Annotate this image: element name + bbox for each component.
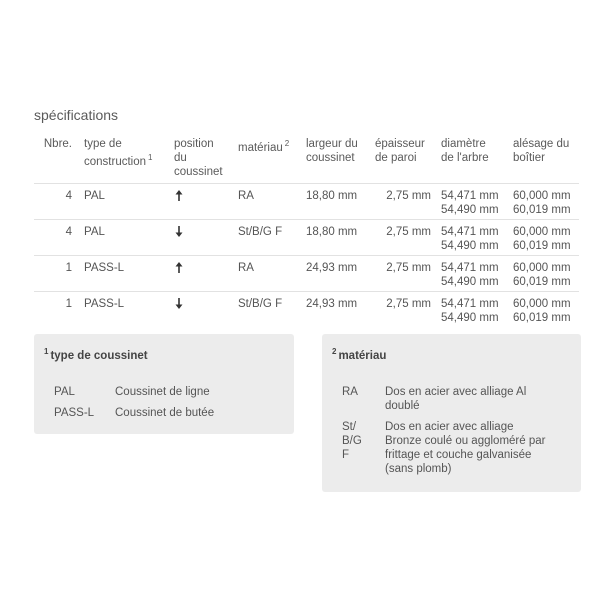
cell-diametre: 54,471 mm 54,490 mm (441, 256, 513, 292)
legend-value: Coussinet de ligne (115, 386, 210, 398)
legend-value: Dos en acier avec alliage Al doublé (385, 386, 527, 412)
legend-key: PASS-L (54, 407, 95, 419)
cell-type: PASS-L (84, 292, 174, 328)
legend-value: Dos en acier avec alliage Bronze coulé ou aggloméré par frittage et couche galvanisée (sans plomb) (385, 421, 546, 475)
legend-materiau (322, 334, 581, 492)
cell-largeur: 24,93 mm (306, 292, 375, 328)
legend-value: Coussinet de butée (115, 407, 215, 419)
cell-diametre: 54,471 mm 54,490 mm (441, 292, 513, 328)
cell-epaisseur: 2,75 mm (375, 184, 441, 220)
table-row (34, 292, 579, 328)
cell-materiau: St/B/G F (238, 292, 306, 328)
cell-alesage: 60,000 mm 60,019 mm (513, 184, 579, 220)
cell-alesage: 60,000 mm 60,019 mm (513, 256, 579, 292)
cell-epaisseur: 2,75 mm (375, 256, 441, 292)
header-alesage: alésage du boîtier (513, 138, 570, 164)
cell-largeur: 18,80 mm (306, 184, 375, 220)
cell-materiau: St/B/G F (238, 220, 306, 256)
legend-type-de-coussinet (34, 334, 294, 434)
section-title: spécifications (34, 107, 119, 123)
cell-nbre: 1 (34, 292, 84, 328)
cell-diametre: 54,471 mm 54,490 mm (441, 184, 513, 220)
table-row (34, 256, 579, 292)
cell-materiau: RA (238, 184, 306, 220)
cell-position (174, 220, 238, 256)
legend-key: PAL (54, 386, 75, 398)
cell-position (174, 184, 238, 220)
legend-key: RA (342, 386, 358, 398)
header-type: type de construction $^1$ (84, 138, 153, 168)
cell-largeur: 24,93 mm (306, 256, 375, 292)
cell-alesage: 60,000 mm 60,019 mm (513, 292, 579, 328)
cell-nbre: 4 (34, 220, 84, 256)
table-header-row (34, 135, 579, 184)
cell-epaisseur: 2,75 mm (375, 292, 441, 328)
header-position: position du coussinet (174, 138, 223, 178)
arrow-down-icon (174, 297, 184, 309)
header-diametre: diamètre de l'arbre (441, 138, 489, 164)
cell-type: PASS-L (84, 256, 174, 292)
legend-key: St/ B/G F (342, 421, 362, 461)
specifications-table (34, 135, 579, 327)
cell-alesage: 60,000 mm 60,019 mm (513, 220, 579, 256)
header-largeur: largeur du coussinet (306, 138, 358, 164)
arrow-up-icon (174, 261, 184, 273)
header-nbre: Nbre. (43, 138, 72, 150)
cell-diametre: 54,471 mm 54,490 mm (441, 220, 513, 256)
arrow-up-icon (174, 189, 184, 201)
cell-largeur: 18,80 mm (306, 220, 375, 256)
cell-type: PAL (84, 184, 174, 220)
legend1-title: $^1$ type de coussinet (44, 347, 148, 362)
header-epaisseur: épaisseur de paroi (375, 138, 425, 164)
cell-type: PAL (84, 220, 174, 256)
table-row (34, 184, 579, 220)
cell-materiau: RA (238, 256, 306, 292)
cell-nbre: 4 (34, 184, 84, 220)
cell-position (174, 292, 238, 328)
arrow-down-icon (174, 225, 184, 237)
cell-nbre: 1 (34, 256, 84, 292)
cell-epaisseur: 2,75 mm (375, 220, 441, 256)
cell-position (174, 256, 238, 292)
table-row (34, 220, 579, 256)
legend2-title: $^2$ matériau (332, 347, 387, 362)
header-materiau: matériau $^2$ (238, 139, 290, 154)
